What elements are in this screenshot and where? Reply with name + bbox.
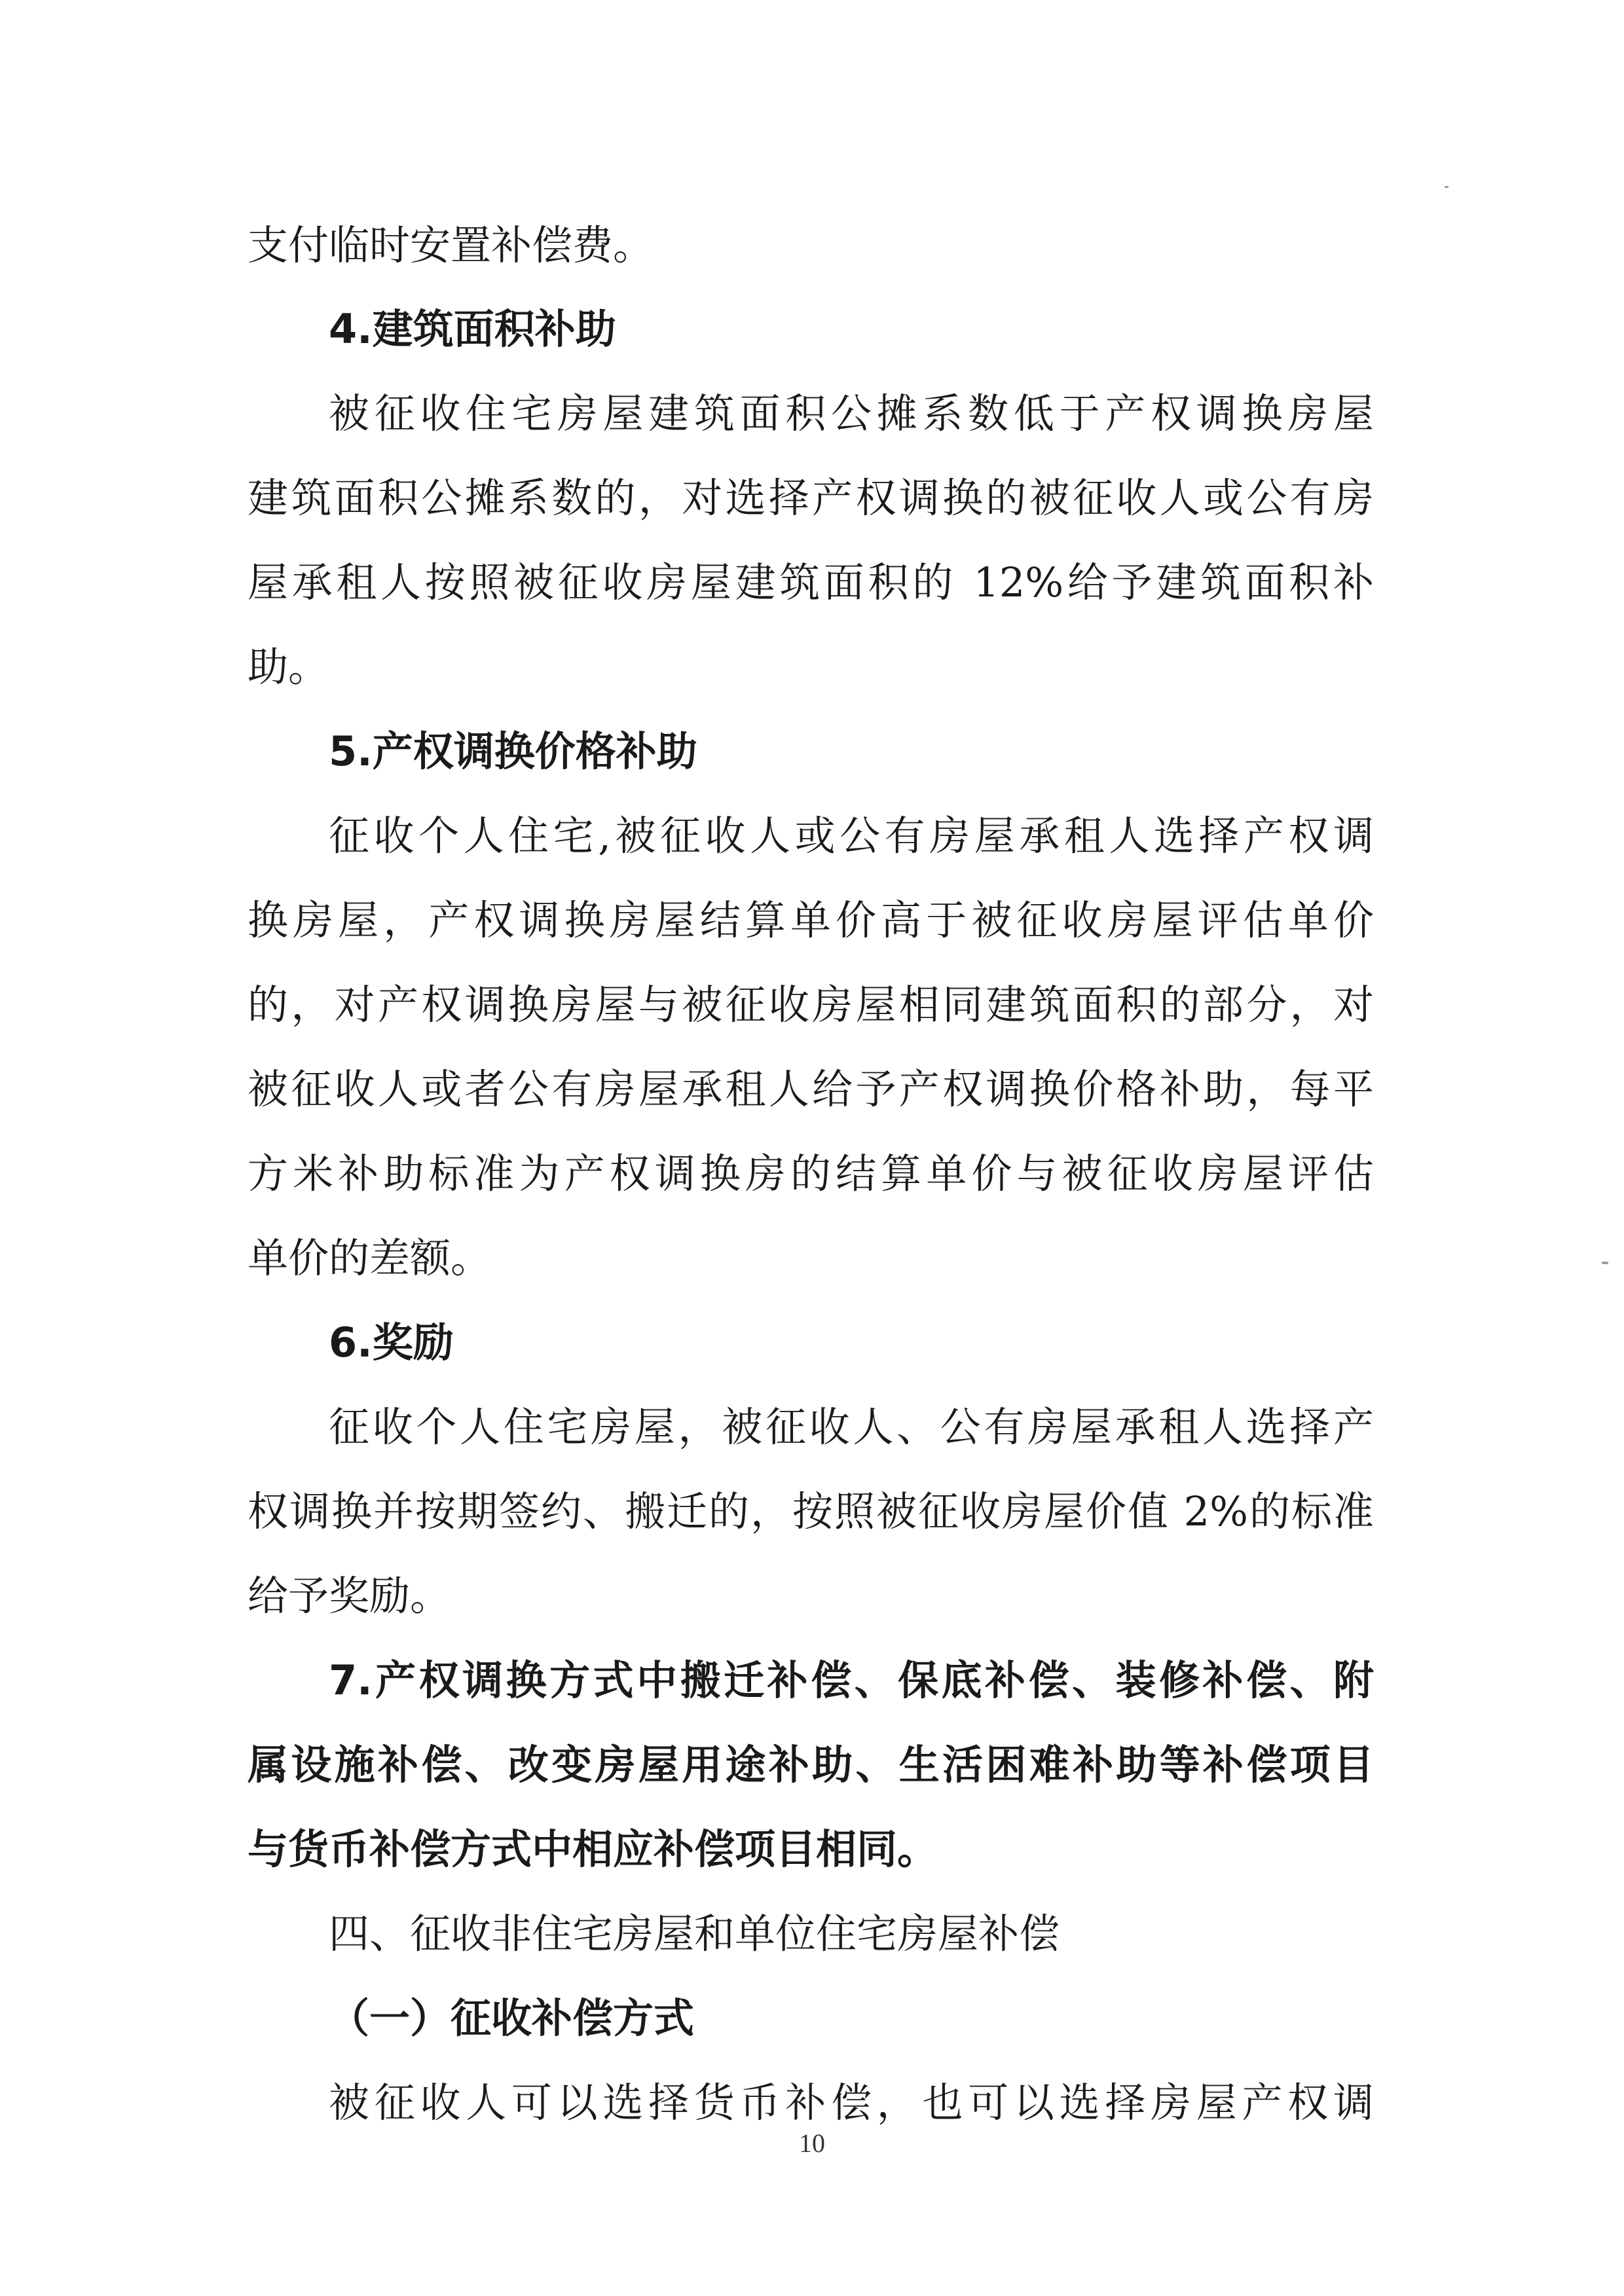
scan-speck [1445, 186, 1449, 188]
paragraph-line: 被征收住宅房屋建筑面积公摊系数低于产权调换房屋 [329, 390, 1374, 437]
paragraph-line: 建筑面积公摊系数的，对选择产权调换的被征收人或公有房 [248, 474, 1374, 522]
section-heading-7: 7.产权调换方式中搬迁补偿、保底补偿、装修补偿、附 [329, 1656, 1374, 1704]
paragraph-line: 支付临时安置补偿费。 [248, 221, 654, 269]
paragraph-line: 方米补助标准为产权调换房的结算单价与被征收房屋评估 [248, 1150, 1374, 1197]
section-heading-6: 6.奖励 [329, 1319, 454, 1366]
paragraph-line: 被征收人或者公有房屋承租人给予产权调换价格补助，每平 [248, 1065, 1374, 1113]
paragraph-line: 征收个人住宅,被征收人或公有房屋承租人选择产权调 [329, 812, 1374, 860]
paragraph-line: 给予奖励。 [248, 1572, 451, 1620]
section-heading-four: 四、征收非住宅房屋和单位住宅房屋补偿 [329, 1910, 1060, 1958]
paragraph-line: 被征收人可以选择货币补偿，也可以选择房屋产权调 [329, 2079, 1374, 2126]
bold-paragraph-line: 与货币补偿方式中相应补偿项目相同。 [248, 1825, 938, 1873]
paragraph-line: 换房屋，产权调换房屋结算单价高于被征收房屋评估单价 [248, 896, 1374, 944]
paragraph-line: 的，对产权调换房屋与被征收房屋相同建筑面积的部分，对 [248, 981, 1374, 1029]
paragraph-line: 权调换并按期签约、搬迁的，按照被征收房屋价值 2%的标准 [248, 1487, 1374, 1535]
paragraph-line: 助。 [248, 643, 329, 691]
paragraph-line: 单价的差额。 [248, 1234, 492, 1282]
subsection-heading-one: （一）征收补偿方式 [329, 1994, 695, 2042]
scan-speck [1602, 1262, 1608, 1264]
section-heading-5: 5.产权调换价格补助 [329, 727, 697, 775]
paragraph-line: 屋承租人按照被征收房屋建筑面积的 12%给予建筑面积补 [248, 558, 1374, 606]
page-number: 10 [799, 2128, 825, 2158]
bold-paragraph-line: 属设施补偿、改变房屋用途补助、生活困难补助等补偿项目 [248, 1741, 1374, 1789]
paragraph-line: 征收个人住宅房屋，被征收人、公有房屋承租人选择产 [329, 1403, 1374, 1451]
section-heading-4: 4.建筑面积补助 [329, 305, 616, 353]
